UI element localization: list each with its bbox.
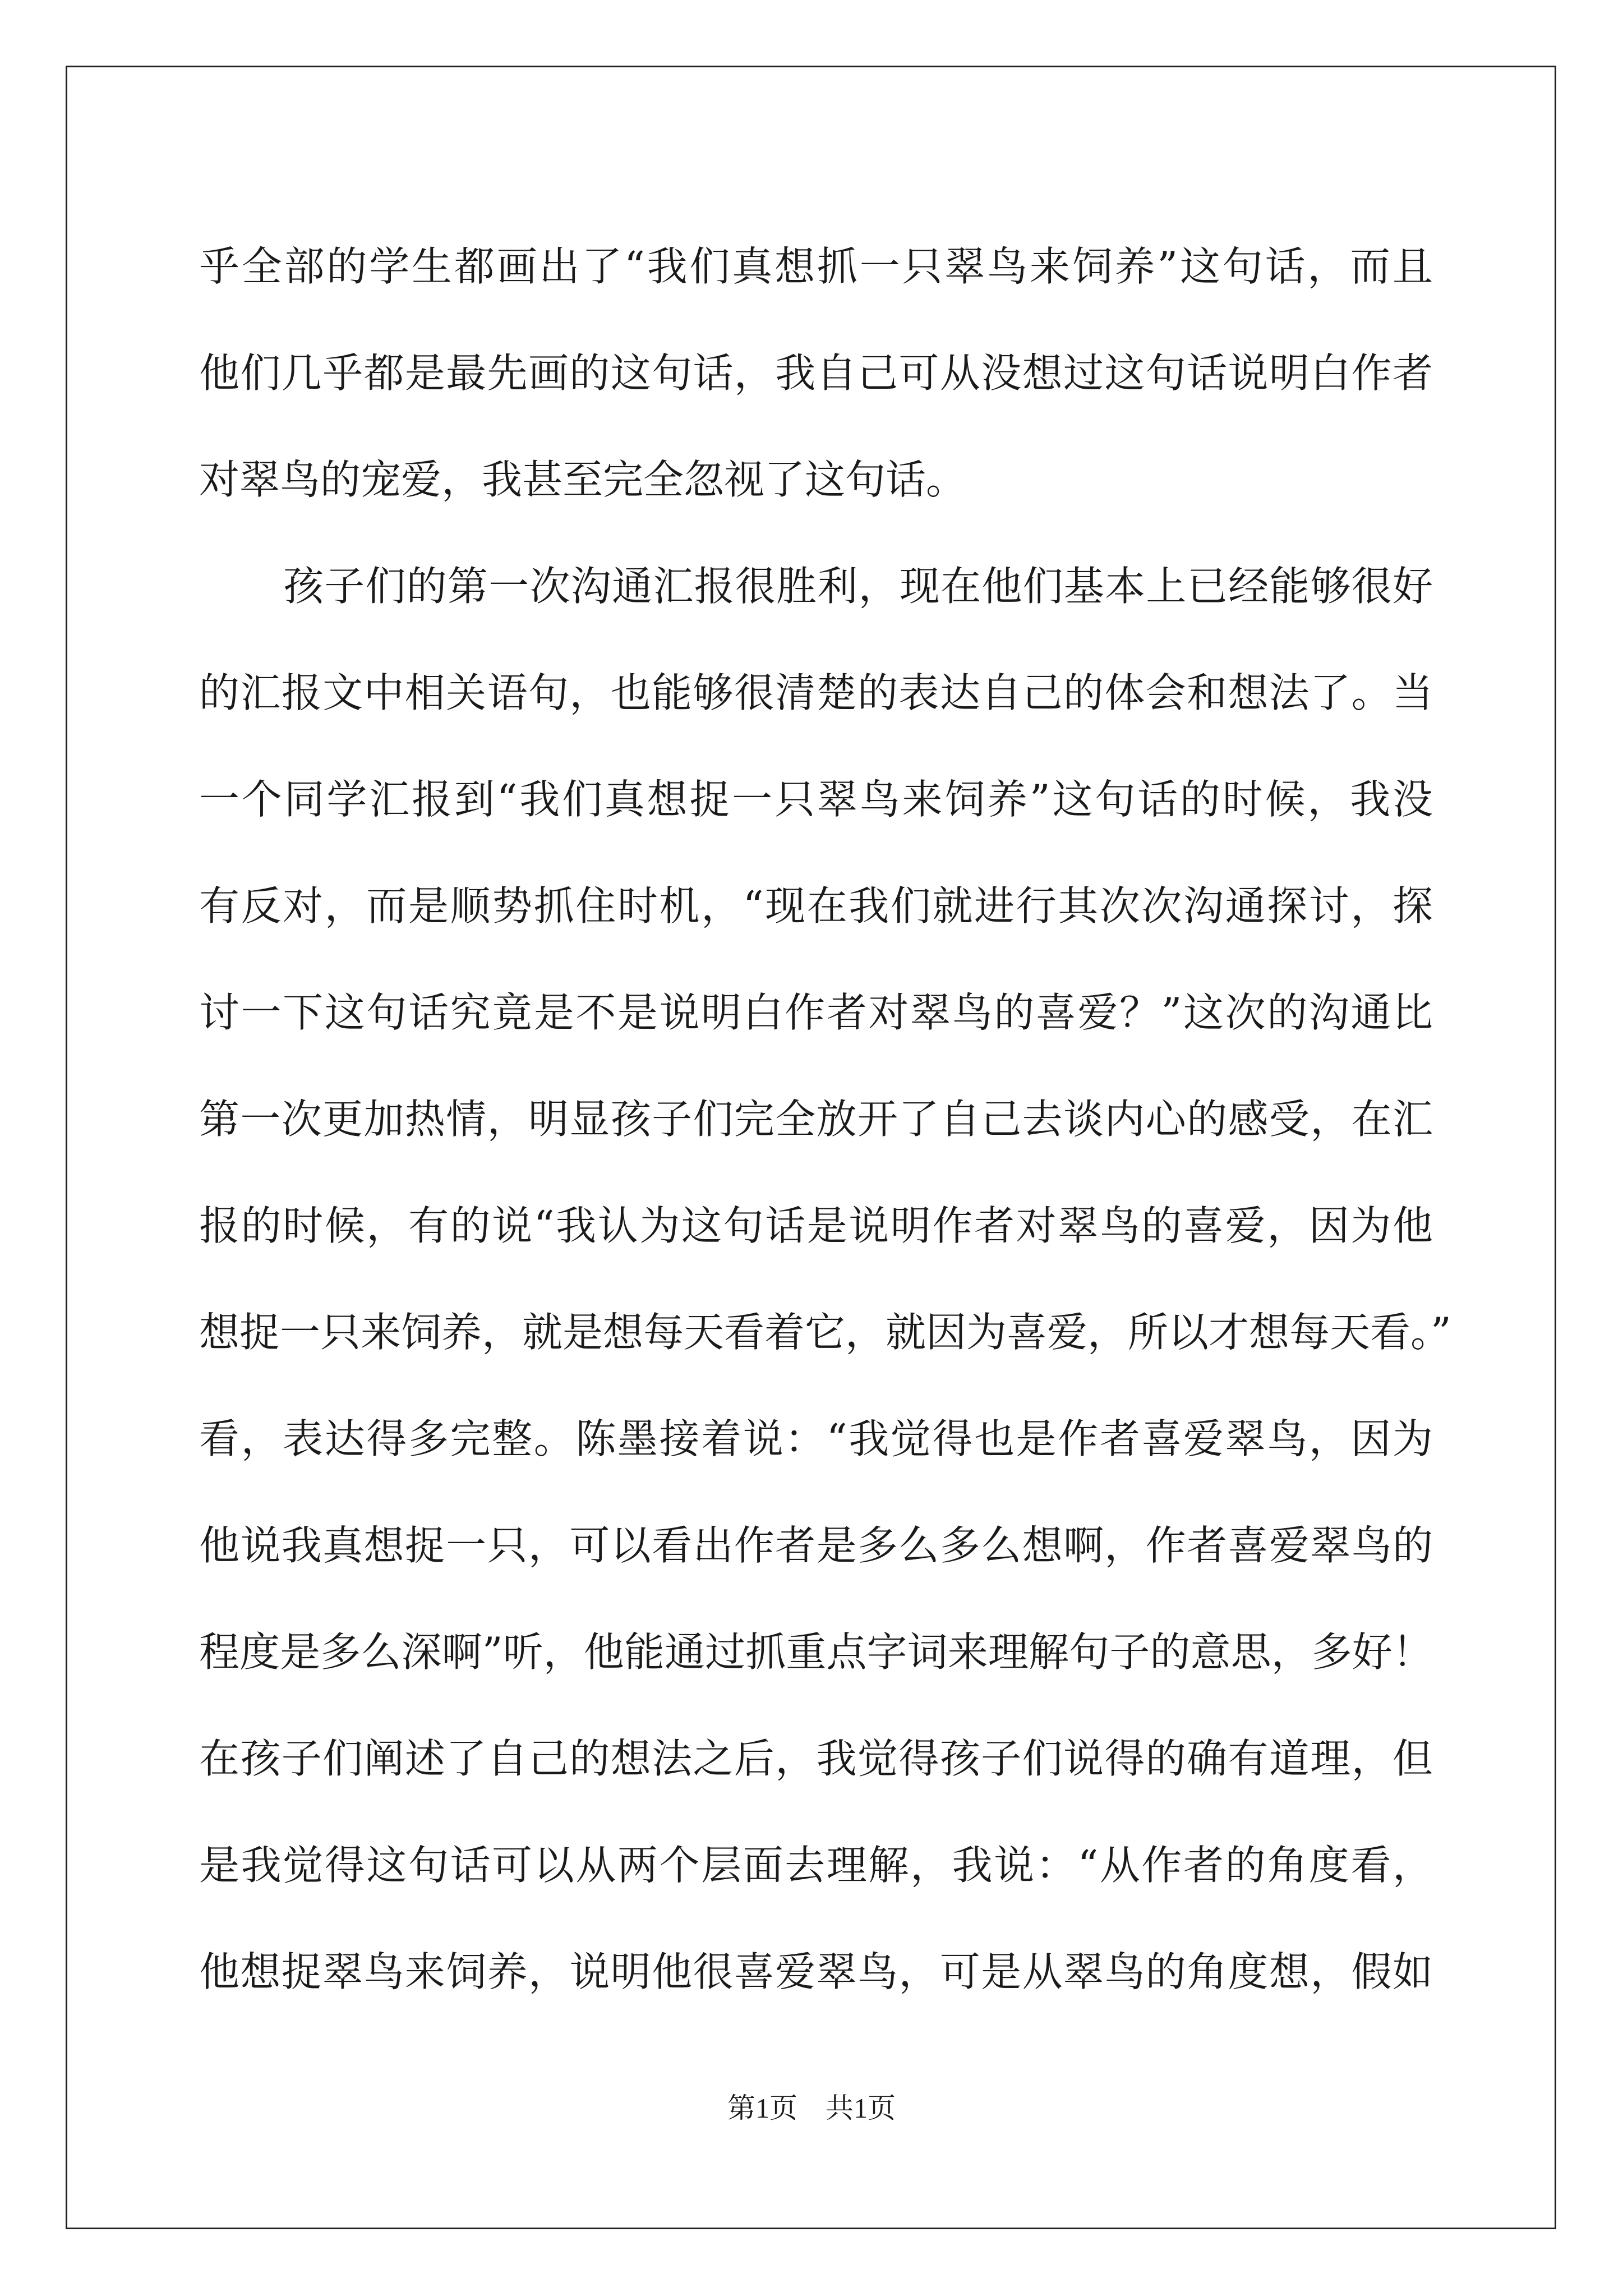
- text-line: 对翠鸟的宠爱，我甚至完全忽视了这句话。: [199, 456, 967, 503]
- text-line: 他说我真想捉一只，可以看出作者是多么多么想啊，作者喜爱翠鸟的: [199, 1522, 1433, 1569]
- text-line: 乎全部的学生都画出了“我们真想抓一只翠鸟来饲养”这句话，而且: [199, 243, 1433, 290]
- text-line: 他想捉翠鸟来饲养，说明他很喜爱翠鸟，可是从翠鸟的角度想，假如: [199, 1948, 1433, 1995]
- text-line: 报的时候，有的说“我认为这句话是说明作者对翠鸟的喜爱，因为他: [199, 1202, 1433, 1249]
- text-line: 一个同学汇报到“我们真想捉一只翠鸟来饲养”这句话的时候，我没: [199, 776, 1433, 823]
- text-line: 看，表达得多完整。陈墨接着说：“我觉得也是作者喜爱翠鸟，因为: [199, 1415, 1433, 1462]
- paragraph-first-line: 孩子们的第一次沟通汇报很胜利，现在他们基本上已经能够很好: [283, 563, 1433, 610]
- text-line: 是我觉得这句话可以从两个层面去理解，我说：“从作者的角度看，: [199, 1842, 1433, 1889]
- text-line: 第一次更加热情，明显孩子们完全放开了自己去谈内心的感受，在汇: [199, 1096, 1433, 1143]
- text-line: 的汇报文中相关语句，也能够很清楚的表达自己的体会和想法了。当: [199, 669, 1433, 716]
- text-line: 程度是多么深啊”听，他能通过抓重点字词来理解句子的意思，多好！: [199, 1628, 1433, 1676]
- text-line: 想捉一只来饲养，就是想每天看着它，就因为喜爱，所以才想每天看。”: [199, 1309, 1451, 1356]
- text-line: 在孩子们阐述了自己的想法之后，我觉得孩子们说得的确有道理，但: [199, 1735, 1433, 1782]
- text-line: 他们几乎都是最先画的这句话，我自己可从没想过这句话说明白作者: [199, 349, 1433, 397]
- page-number-footer: 第1页 共1页: [727, 2092, 896, 2124]
- text-line: 有反对，而是顺势抓住时机，“现在我们就进行其次次沟通探讨，探: [199, 882, 1433, 930]
- document-body: [199, 213, 1451, 2025]
- text-line: 讨一下这句话究竟是不是说明白作者对翠鸟的喜爱？”这次的沟通比: [199, 989, 1433, 1036]
